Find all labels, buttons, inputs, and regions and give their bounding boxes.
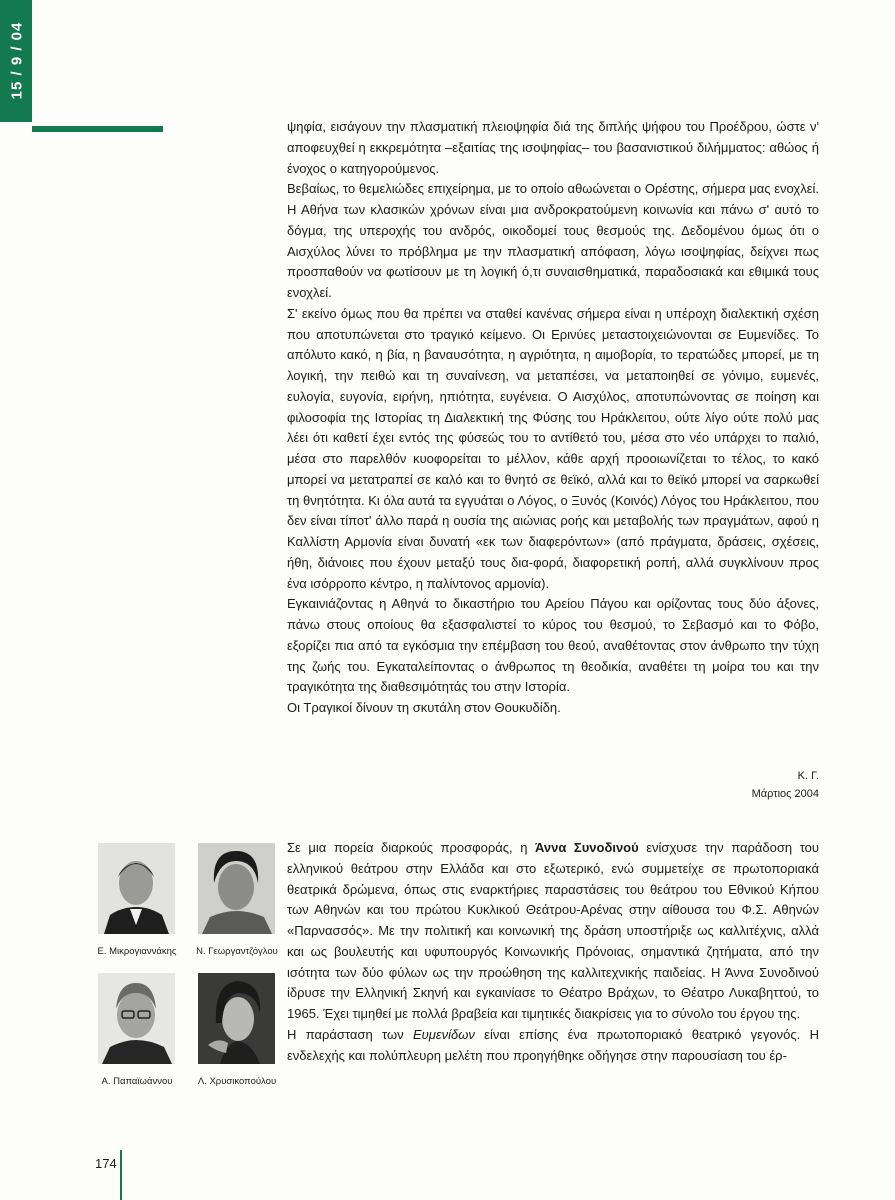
- portrait-photo: [198, 973, 275, 1064]
- bio-text: ενίσχυσε την παράδοση του ελληνικού θεάτρου στην Ελλάδα και στο εξωτερικό, ενώ συμμετείχε σε πρωτοποριακά θεατρικά δρώμενα, όπως στις εναρκτήριες παραστάσεις του θεάτρου του Εθνικού Κήπου των Αθηνών και του πρώτου Κυκλικού Θεάτρου-Αρένας στην αίθουσα του Φ.Σ. Αθηνών «Παρνασσός». Με την πολιτική και κοινωνική της δράση υποστήριξε ως καλλιτέχνις, αλλά και ως βουλευτής και υφυπουργός Κοινωνικής Πρόνοιας, σημαντικά ζητήματα, από την ισότητα των δύο φύλων ως την προώθηση της καλλιτεχνικής παιδείας. Η Άννα Συνοδινού ίδρυσε την Ελληνική Σκηνή και εγκαινίασε το Θέατρο Βράχων, το Θέατρο Λυκαβηττού, το 1965. Έχει τιμηθεί με πολλά βραβεία και τιμητικές διακρίσεις για το σύνολο του έργου της.: [287, 840, 819, 1021]
- paragraph: Σ' εκείνο όμως που θα πρέπει να σταθεί κανένας σήμερα είναι η υπέροχη διαλεκτική σχέση που αποτυπώνεται στο τραγικό κείμενο. Οι Ερινύες μεταστοιχειώνονται σε Ευμενίδες. Το απόλυτο κακό, η βία, η βαναυσότητα, η αγριότητα, η αιμοβορία, το τερατώδες μπορεί, με τη λογική, την πειθώ και τη συναίνεση, να μεταπέσει, να μεταποιηθεί σε γόνιμο, ευμενές, ευλογία, ευγονία, ειρήνη, ηπιότητα, ευγένεια. Ο Αισχύλος, αποτυπώνοντας σε ποίηση και φιλοσοφία της Ιστορίας τη Διαλεκτική της Φύσης του Ηράκλειτου, ούτε λίγο ούτε πολύ μας λέει ότι καθετί έχει εντός της φύσεώς του το αντίθετό του, μέσα στο νέο υπάρχει το παλιό, μέσα στο παρελθόν κυοφορείται το μέλλον, κάθε αρχή προοιωνίζεται το τέλος, το κακό μπορεί να μετατραπεί σε καλό και το θνητό σε θεϊκό, αλλά και το θεϊκό μπορεί να σαρκωθεί τη θνητότητα. Κι όλα αυτά τα εγγυάται ο Λόγος, ο Ξυνός (Κοινός) Λόγος του Ηράκλειτου, που δεν είναι τίποτ' άλλο παρά η ουσία της αιώνιας ροής και μεταβολής των πραγμάτων, αφού η Καλλίστη Αρμονία είναι δυνατή «εκ των διαφερόντων» (από πράγματα, δράσεις, σχέσεις, ήθη, διάνοιες που έχουν μεταξύ τους δια-φορά, διαφορετική ροπή, αλλά συγκλίνουν προς ένα ισόρροπο κέντρο, η παλίντονος αρμονία).: [287, 305, 819, 591]
- portrait-photo: [98, 973, 175, 1064]
- main-text-column: [287, 117, 819, 719]
- photo-caption: Ε. Μικρογιαννάκης: [97, 946, 177, 957]
- date-tab: [0, 0, 32, 122]
- paragraph: Οι Τραγικοί δίνουν τη σκυτάλη στον Θουκυδίδη.: [287, 700, 561, 715]
- bio-text: Η παράσταση των: [287, 1026, 413, 1042]
- paragraph: Βεβαίως, το θεμελιώδες επιχείρημα, με το οποίο αθωώνεται ο Ορέστης, σήμερα μας ενοχλεί. Η Αθήνα των κλασικών χρόνων είναι μια ανδροκρατούμενη κοινωνία και πάνω σ' αυτό το δόγμα, της υπεροχής του ανδρός, οικοδομεί τους θεσμούς της. Δεδομένου όμως ότι ο Αισχύλος λύνει το πρόβλημα με την πλασματική απόφαση, λόγω ισοψηφίας, δείχνει πως προσπαθούν να φωτίσουν με τη λογική ό,τι συναισθηματικά, παραδοσιακά και εθιμικά τους ενοχλεί.: [287, 181, 819, 300]
- highlighted-name: Άννα Συνοδινού: [534, 840, 639, 855]
- photo-caption: Α. Παπαϊωάννου: [101, 1076, 173, 1087]
- bio-text: είναι επίσης ένα πρωτοποριακό θεατρικό γεγονός. Η ενδελεχής και πολύπλευρη μελέτη που προηγήθηκε οδήγησε στην παρουσίαση του έρ-: [287, 1026, 820, 1063]
- portrait-photo: [98, 843, 175, 934]
- photo-caption: Λ. Χρυσικοπούλου: [197, 1076, 277, 1087]
- italic-title: Ευμενίδων: [412, 1026, 475, 1042]
- green-rule: [32, 126, 163, 132]
- paragraph: Εγκαινιάζοντας η Αθηνά το δικαστήριο του Αρείου Πάγου και ορίζοντας τους δύο άξονες, πάνω στους οποίους θα εξασφαλιστεί το κύρος του θεσμού, το Σεβασμό και το Φόβο, εξορίζει πια από τα εγκόσμια την επέμβαση του θεού, αναθέτοντας στον άνθρωπο την τύχη της ζωής του. Εγκαταλείποντας ο άνθρωπος τη θεοδικία, αναθέτει τη μοίρα του και την τραγικότητα της διαθεσιμότητάς του στην Ιστορία.: [287, 596, 819, 695]
- date-tab-label: 15 / 9 / 04: [8, 21, 26, 99]
- photo-caption: Ν. Γεωργαντζόγλου: [196, 946, 278, 957]
- bio-text-column: [287, 838, 819, 1066]
- footer-divider: [120, 1150, 122, 1200]
- signature-initials: Κ. Γ.: [797, 770, 819, 782]
- portrait-photo: [198, 843, 275, 934]
- bio-paragraph: [287, 1025, 819, 1067]
- bio-paragraph: [287, 838, 819, 1025]
- page-number: 174: [95, 1156, 117, 1171]
- signature-date: Μάρτιος 2004: [751, 788, 819, 800]
- paragraph: ψηφία, εισάγουν την πλασματική πλειοψηφία διά της διπλής ψήφου του Προέδρου, ώστε ν' αποφευχθεί η εκκρεμότητα –εξαιτίας της ισοψηφίας– του βασανιστικού διλήμματος: αθώος ή ένοχος ο κατηγορούμενος.: [287, 119, 819, 176]
- bio-text: Σε μια πορεία διαρκούς προσφοράς, η: [287, 840, 535, 855]
